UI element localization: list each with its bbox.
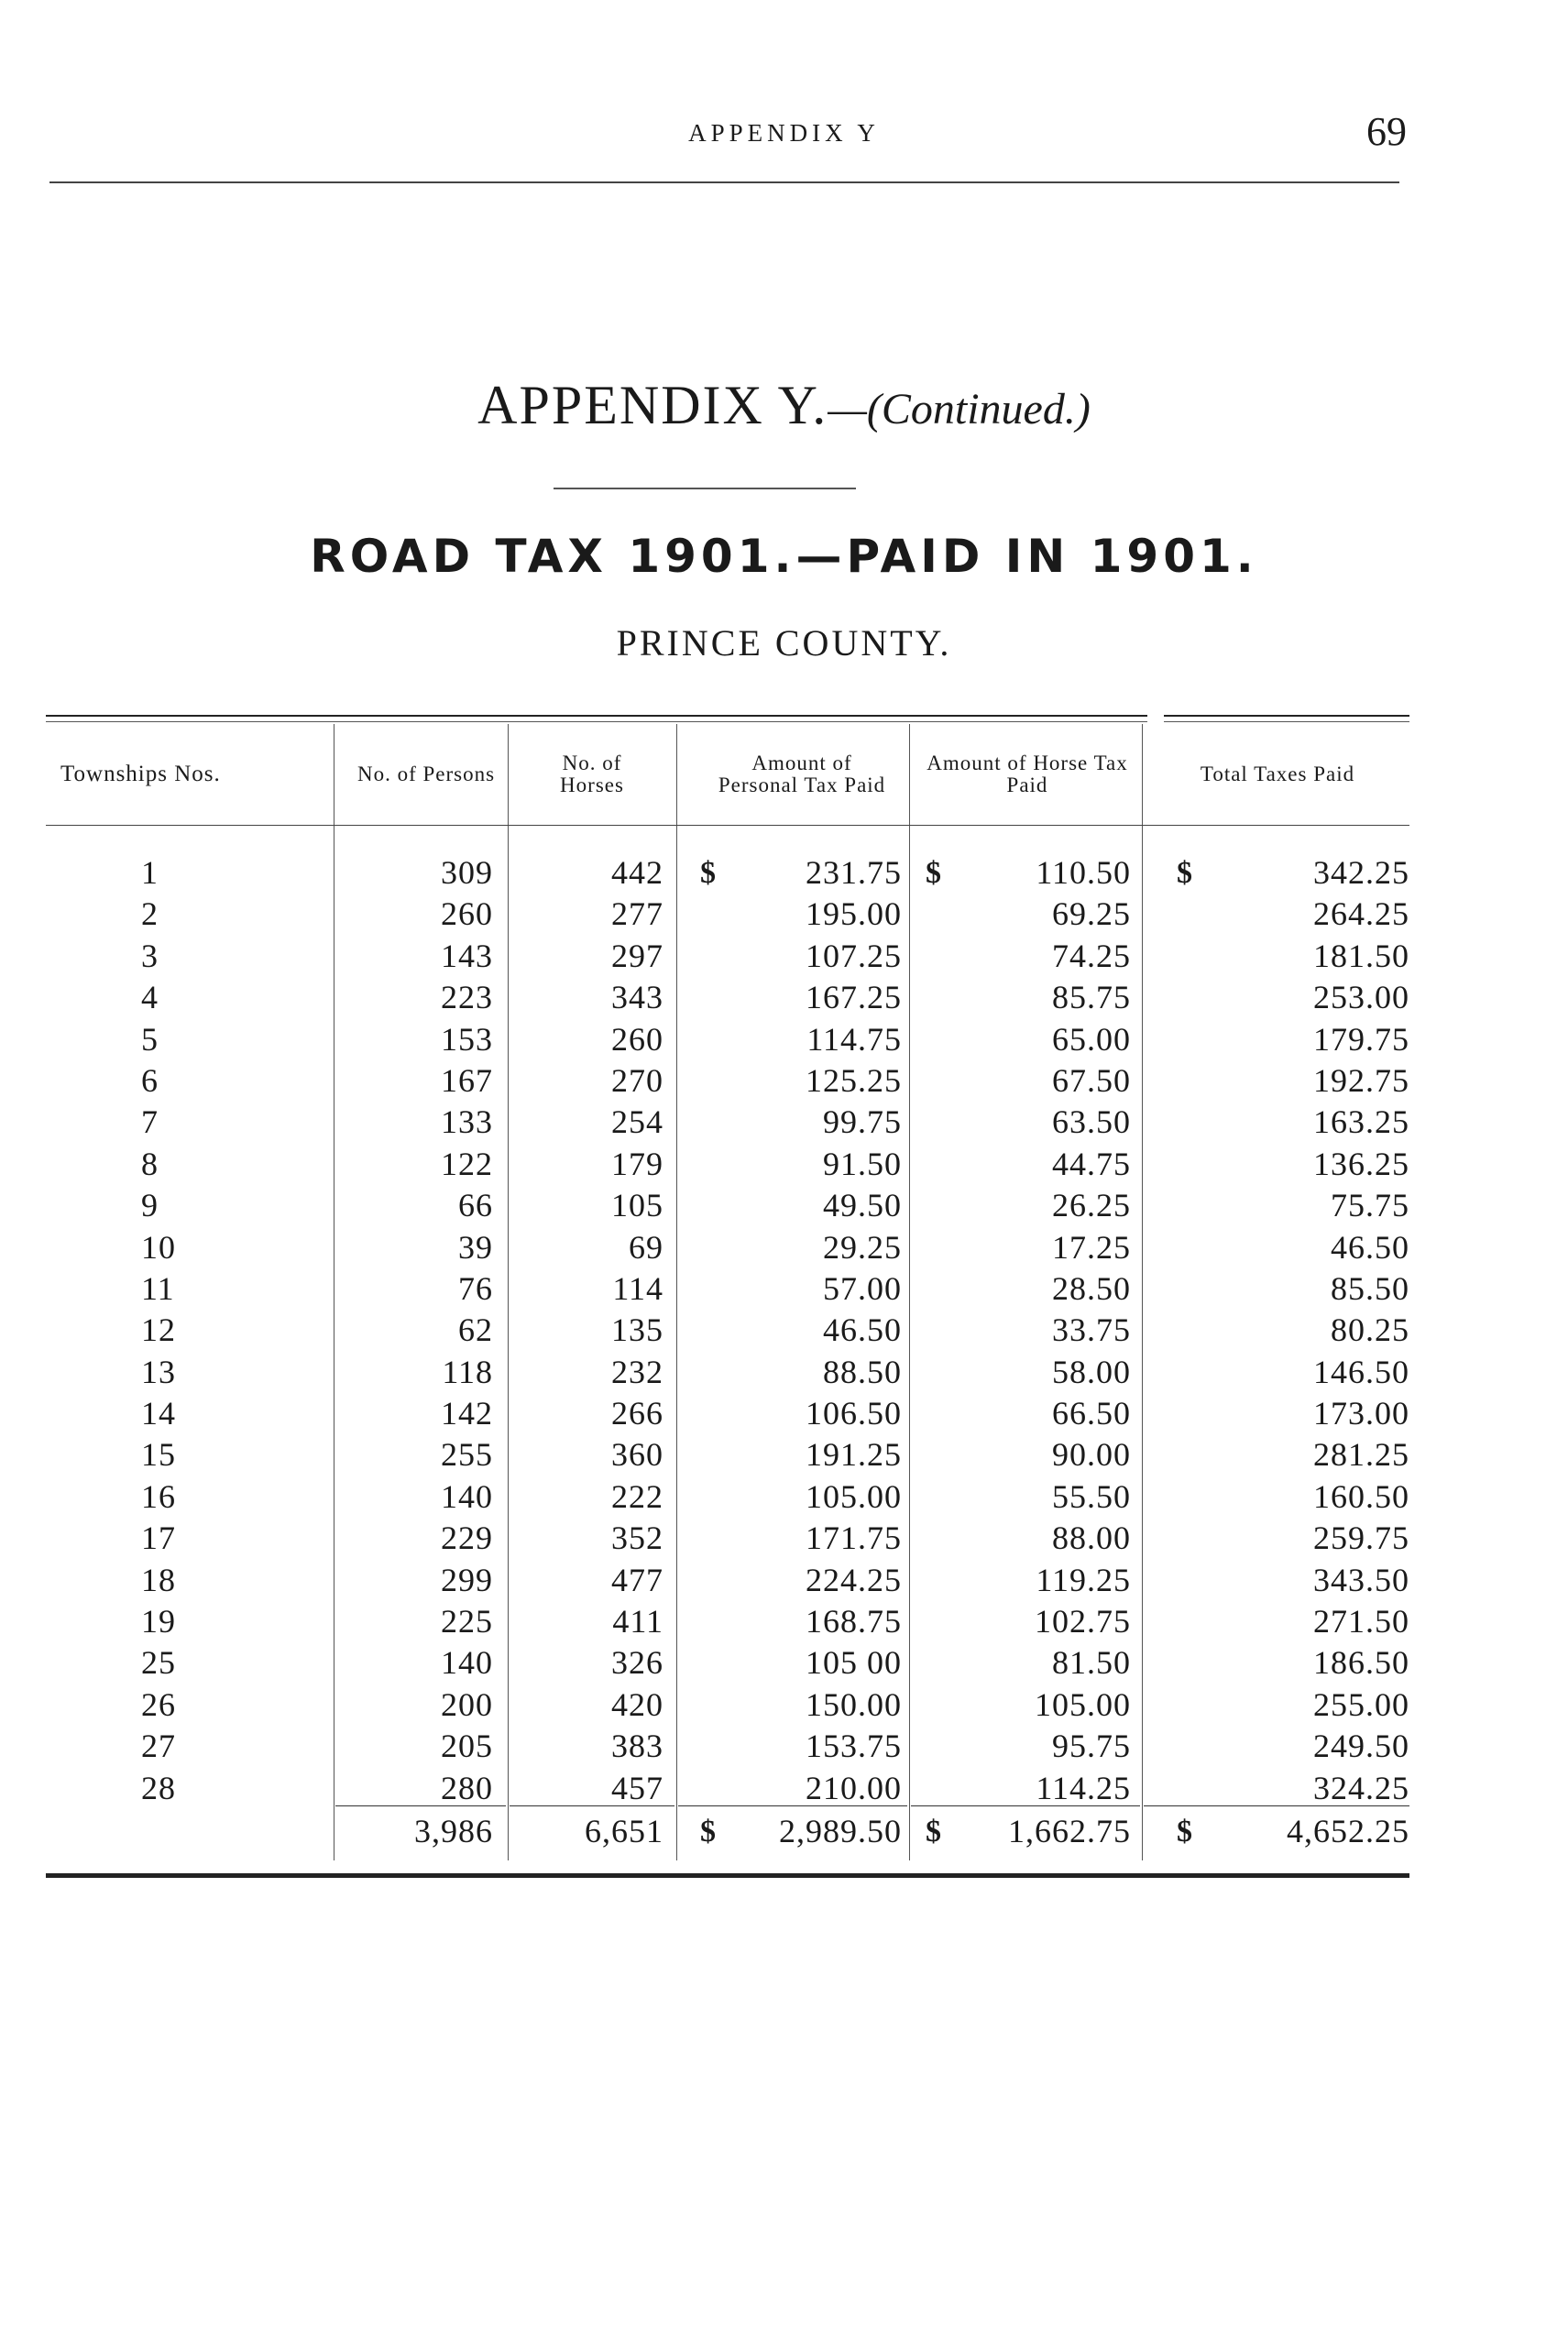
persons-count: 167 — [441, 1061, 493, 1099]
personal-tax-amount: 150.00 — [806, 1685, 902, 1723]
table-top-rule — [46, 715, 1147, 717]
personal-tax-amount: 46.50 — [823, 1311, 902, 1349]
total-tax-amount: 163.25 — [1313, 1103, 1409, 1141]
horse-tax-amount: 69.25 — [1052, 895, 1131, 933]
total-tax-amount: 255.00 — [1313, 1685, 1409, 1723]
township-number: 15 — [141, 1436, 176, 1474]
total-personal-tax: 2,989.50 — [779, 1813, 902, 1849]
currency-symbol: $ — [700, 856, 717, 890]
table-row — [46, 1310, 1409, 1351]
total-horse-tax: 1,662.75 — [1008, 1813, 1131, 1849]
currency-symbol: $ — [1177, 1815, 1193, 1849]
county-heading: PRINCE COUNTY. — [616, 622, 952, 664]
township-number: 3 — [141, 937, 159, 974]
currency-symbol: $ — [926, 1815, 942, 1849]
persons-count: 299 — [441, 1561, 493, 1598]
personal-tax-amount: 99.75 — [823, 1103, 902, 1141]
road-tax-table — [46, 715, 1409, 1888]
header-horse-tax: Amount of Horse Tax Paid — [927, 752, 1128, 796]
personal-tax-amount: 105.00 — [806, 1477, 902, 1515]
persons-count: 142 — [441, 1395, 493, 1432]
persons-count: 62 — [458, 1311, 493, 1349]
persons-count: 122 — [441, 1145, 493, 1182]
total-tax-amount: 179.75 — [1313, 1020, 1409, 1058]
table-row — [46, 1060, 1409, 1102]
total-tax-amount: 192.75 — [1313, 1061, 1409, 1099]
total-tax-amount: 181.50 — [1313, 937, 1409, 974]
horse-tax-amount: 63.50 — [1052, 1103, 1131, 1141]
persons-count: 223 — [441, 979, 493, 1016]
personal-tax-amount: 224.25 — [806, 1561, 902, 1598]
horse-tax-amount: 65.00 — [1052, 1020, 1131, 1058]
township-number: 2 — [141, 895, 159, 933]
township-number: 27 — [141, 1728, 176, 1765]
horses-count: 232 — [611, 1353, 663, 1390]
persons-count: 143 — [441, 937, 493, 974]
table-row — [46, 1726, 1409, 1767]
horses-count: 360 — [611, 1436, 663, 1474]
table-row — [46, 1144, 1409, 1185]
table-row — [46, 936, 1409, 977]
persons-count: 76 — [458, 1269, 493, 1307]
table-row — [46, 1768, 1409, 1809]
sum-rule — [911, 1805, 1140, 1806]
township-number: 17 — [141, 1520, 176, 1557]
personal-tax-amount: 167.25 — [806, 979, 902, 1016]
horse-tax-amount: 114.25 — [1036, 1769, 1131, 1806]
page-header — [0, 103, 1568, 158]
horses-count: 457 — [611, 1769, 663, 1806]
township-number: 12 — [141, 1311, 176, 1349]
table-row — [46, 1476, 1409, 1518]
personal-tax-amount: 91.50 — [823, 1145, 902, 1182]
horse-tax-amount: 88.00 — [1052, 1520, 1131, 1557]
persons-count: 260 — [441, 895, 493, 933]
page-number: 69 — [1366, 109, 1407, 154]
personal-tax-amount: 106.50 — [806, 1395, 902, 1432]
table-top-rule-inner-right — [1164, 721, 1409, 722]
township-number: 4 — [141, 979, 159, 1016]
header-bottom-rule — [46, 825, 1409, 826]
appendix-title-main: APPENDIX Y. — [477, 375, 828, 435]
currency-symbol: $ — [1177, 856, 1193, 890]
sum-rule — [335, 1805, 506, 1806]
horse-tax-amount: 58.00 — [1052, 1353, 1131, 1390]
horses-count: 326 — [611, 1644, 663, 1682]
table-bottom-rule — [46, 1873, 1409, 1878]
township-number: 19 — [141, 1603, 176, 1640]
total-tax-amount: 136.25 — [1313, 1145, 1409, 1182]
horses-count: 420 — [611, 1685, 663, 1723]
township-number: 6 — [141, 1061, 159, 1099]
personal-tax-amount: 168.75 — [806, 1603, 902, 1640]
personal-tax-amount: 57.00 — [823, 1269, 902, 1307]
table-subtitle: ROAD TAX 1901.—PAID IN 1901. — [310, 530, 1258, 583]
township-number: 10 — [141, 1228, 176, 1266]
township-number: 25 — [141, 1644, 176, 1682]
persons-count: 205 — [441, 1728, 493, 1765]
personal-tax-amount: 29.25 — [823, 1228, 902, 1266]
township-number: 14 — [141, 1395, 176, 1432]
total-tax-amount: 342.25 — [1313, 854, 1409, 891]
township-number: 8 — [141, 1145, 159, 1182]
township-number: 5 — [141, 1020, 159, 1058]
horse-tax-amount: 74.25 — [1052, 937, 1131, 974]
horses-count: 222 — [611, 1477, 663, 1515]
horse-tax-amount: 33.75 — [1052, 1311, 1131, 1349]
personal-tax-amount: 125.25 — [806, 1061, 902, 1099]
personal-tax-amount: 153.75 — [806, 1728, 902, 1765]
personal-tax-amount: 195.00 — [806, 895, 902, 933]
persons-count: 280 — [441, 1769, 493, 1806]
header-total-taxes: Total Taxes Paid — [1200, 763, 1355, 785]
horses-count: 297 — [611, 937, 663, 974]
total-tax-amount: 249.50 — [1313, 1728, 1409, 1765]
horses-count: 411 — [612, 1603, 663, 1640]
horse-tax-amount: 55.50 — [1052, 1477, 1131, 1515]
persons-count: 140 — [441, 1477, 493, 1515]
running-head: APPENDIX Y — [688, 119, 880, 147]
total-tax-amount: 281.25 — [1313, 1436, 1409, 1474]
total-tax-amount: 160.50 — [1313, 1477, 1409, 1515]
persons-count: 255 — [441, 1436, 493, 1474]
sum-rule — [678, 1805, 907, 1806]
township-number: 9 — [141, 1187, 159, 1224]
table-row — [46, 852, 1409, 894]
table-row — [46, 1393, 1409, 1434]
total-tax-amount: 271.50 — [1313, 1603, 1409, 1640]
table-row — [46, 1102, 1409, 1143]
horses-count: 179 — [611, 1145, 663, 1182]
personal-tax-amount: 231.75 — [806, 854, 902, 891]
persons-count: 200 — [441, 1685, 493, 1723]
total-tax-amount: 85.50 — [1331, 1269, 1409, 1307]
total-tax-amount: 186.50 — [1313, 1644, 1409, 1682]
horse-tax-amount: 119.25 — [1036, 1561, 1131, 1598]
persons-count: 309 — [441, 854, 493, 891]
horses-count: 69 — [629, 1228, 663, 1266]
horse-tax-amount: 105.00 — [1035, 1685, 1131, 1723]
horse-tax-amount: 81.50 — [1052, 1644, 1131, 1682]
total-tax-amount: 75.75 — [1331, 1187, 1409, 1224]
table-row — [46, 1518, 1409, 1559]
horse-tax-amount: 110.50 — [1036, 854, 1131, 891]
table-row — [46, 1601, 1409, 1642]
personal-tax-amount: 107.25 — [806, 937, 902, 974]
total-tax-amount: 343.50 — [1313, 1561, 1409, 1598]
horses-count: 343 — [611, 979, 663, 1016]
horses-count: 383 — [611, 1728, 663, 1765]
table-body — [46, 852, 1409, 1809]
total-persons: 3,986 — [414, 1813, 493, 1849]
title-rule — [554, 488, 856, 489]
table-top-rule-inner — [46, 721, 1147, 722]
township-number: 1 — [141, 854, 159, 891]
township-number: 11 — [141, 1269, 175, 1307]
appendix-title — [0, 374, 1568, 437]
horse-tax-amount: 67.50 — [1052, 1061, 1131, 1099]
horses-count: 270 — [611, 1061, 663, 1099]
persons-count: 66 — [458, 1187, 493, 1224]
persons-count: 229 — [441, 1520, 493, 1557]
horses-count: 135 — [611, 1311, 663, 1349]
persons-count: 39 — [458, 1228, 493, 1266]
township-number: 18 — [141, 1561, 176, 1598]
table-row — [46, 1185, 1409, 1226]
total-tax-amount: 80.25 — [1331, 1311, 1409, 1349]
table-row — [46, 1434, 1409, 1476]
total-tax-amount: 146.50 — [1313, 1353, 1409, 1390]
persons-count: 118 — [442, 1353, 493, 1390]
header-rule — [49, 181, 1399, 183]
totals-row — [46, 1811, 1409, 1853]
horses-count: 266 — [611, 1395, 663, 1432]
township-number: 7 — [141, 1103, 159, 1141]
horse-tax-amount: 90.00 — [1052, 1436, 1131, 1474]
township-number: 13 — [141, 1353, 176, 1390]
township-number: 16 — [141, 1477, 176, 1515]
table-row — [46, 1560, 1409, 1601]
horses-count: 477 — [611, 1561, 663, 1598]
horse-tax-amount: 85.75 — [1052, 979, 1131, 1016]
total-horses: 6,651 — [585, 1813, 663, 1849]
horses-count: 442 — [611, 854, 663, 891]
persons-count: 140 — [441, 1644, 493, 1682]
sum-rule — [510, 1805, 674, 1806]
personal-tax-amount: 49.50 — [823, 1187, 902, 1224]
table-row — [46, 1684, 1409, 1726]
horses-count: 260 — [611, 1020, 663, 1058]
table-row — [46, 1227, 1409, 1268]
horse-tax-amount: 66.50 — [1052, 1395, 1131, 1432]
horse-tax-amount: 26.25 — [1052, 1187, 1131, 1224]
horse-tax-amount: 28.50 — [1052, 1269, 1131, 1307]
horses-count: 105 — [611, 1187, 663, 1224]
currency-symbol: $ — [700, 1815, 717, 1849]
header-persons: No. of Persons — [356, 763, 496, 785]
personal-tax-amount: 105 00 — [806, 1644, 902, 1682]
personal-tax-amount: 191.25 — [806, 1436, 902, 1474]
township-number: 26 — [141, 1685, 176, 1723]
horses-count: 254 — [611, 1103, 663, 1141]
appendix-title-continued: —(Continued.) — [828, 385, 1091, 433]
township-number: 28 — [141, 1769, 176, 1806]
horses-count: 277 — [611, 895, 663, 933]
table-row — [46, 1268, 1409, 1310]
table-row — [46, 1352, 1409, 1393]
personal-tax-amount: 210.00 — [806, 1769, 902, 1806]
horse-tax-amount: 102.75 — [1035, 1603, 1131, 1640]
sum-rule — [1144, 1805, 1409, 1806]
horse-tax-amount: 17.25 — [1052, 1228, 1131, 1266]
currency-symbol: $ — [926, 856, 942, 890]
total-tax-amount: 173.00 — [1313, 1395, 1409, 1432]
persons-count: 133 — [441, 1103, 493, 1141]
personal-tax-amount: 171.75 — [806, 1520, 902, 1557]
horse-tax-amount: 95.75 — [1052, 1728, 1131, 1765]
horse-tax-amount: 44.75 — [1052, 1145, 1131, 1182]
header-townships: Townships Nos. — [60, 762, 221, 786]
total-tax-amount: 264.25 — [1313, 895, 1409, 933]
persons-count: 225 — [441, 1603, 493, 1640]
header-horses: No. of Horses — [560, 752, 624, 796]
table-row — [46, 977, 1409, 1018]
table-row — [46, 1019, 1409, 1060]
total-tax-amount: 259.75 — [1313, 1520, 1409, 1557]
header-personal-tax: Amount of Personal Tax Paid — [718, 752, 886, 796]
personal-tax-amount: 88.50 — [823, 1353, 902, 1390]
total-tax-amount: 46.50 — [1331, 1228, 1409, 1266]
horses-count: 352 — [611, 1520, 663, 1557]
table-row — [46, 1642, 1409, 1684]
table-top-rule-right — [1164, 715, 1409, 717]
total-taxes: 4,652.25 — [1287, 1813, 1409, 1849]
personal-tax-amount: 114.75 — [806, 1020, 902, 1058]
table-row — [46, 894, 1409, 935]
horses-count: 114 — [612, 1269, 663, 1307]
total-tax-amount: 324.25 — [1313, 1769, 1409, 1806]
persons-count: 153 — [441, 1020, 493, 1058]
total-tax-amount: 253.00 — [1313, 979, 1409, 1016]
